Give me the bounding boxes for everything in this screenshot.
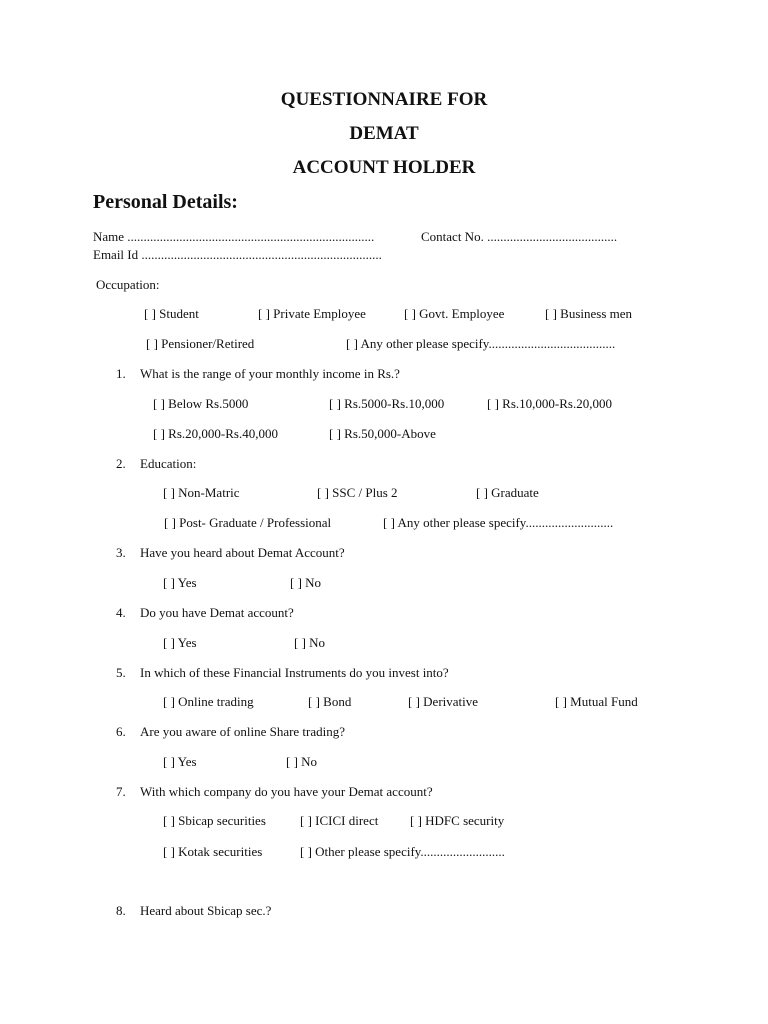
instrument-option-bond[interactable]: [ ] Bond bbox=[308, 694, 352, 709]
question-1-text: What is the range of your monthly income in Rs.? bbox=[140, 366, 400, 381]
education-option-non-matric[interactable]: [ ] Non-Matric bbox=[163, 485, 240, 500]
title-line-1: QUESTIONNAIRE FOR bbox=[280, 89, 488, 110]
occupation-option-other-specify[interactable]: [ ] Any other please specify....................................... bbox=[346, 336, 616, 351]
personal-details-heading: Personal Details: bbox=[93, 191, 238, 213]
question-5-number: 5. bbox=[116, 665, 126, 680]
question-4-option-no[interactable]: [ ] No bbox=[294, 635, 326, 650]
question-7-number: 7. bbox=[116, 784, 126, 799]
company-option-icici-direct[interactable]: [ ] ICICI direct bbox=[300, 813, 379, 828]
question-3-option-yes[interactable]: [ ] Yes bbox=[163, 575, 197, 590]
question-6-option-yes[interactable]: [ ] Yes bbox=[163, 754, 197, 769]
income-option-5000-10000[interactable]: [ ] Rs.5000-Rs.10,000 bbox=[329, 396, 445, 411]
email-field[interactable]: Email Id .......................................................................... bbox=[93, 247, 382, 262]
question-1-number: 1. bbox=[116, 366, 126, 381]
name-field[interactable]: Name ............................................................................ bbox=[93, 229, 375, 244]
income-option-below-5000[interactable]: [ ] Below Rs.5000 bbox=[153, 396, 249, 411]
education-option-ssc-plus-2[interactable]: [ ] SSC / Plus 2 bbox=[317, 485, 398, 500]
occupation-option-govt-employee[interactable]: [ ] Govt. Employee bbox=[404, 306, 505, 321]
company-option-other-specify[interactable]: [ ] Other please specify.......................... bbox=[300, 844, 505, 859]
question-3-option-no[interactable]: [ ] No bbox=[290, 575, 322, 590]
occupation-label: Occupation: bbox=[96, 277, 160, 292]
question-2-text: Education: bbox=[140, 456, 197, 471]
title-line-2: DEMAT bbox=[349, 123, 419, 144]
instrument-option-online-trading[interactable]: [ ] Online trading bbox=[163, 694, 254, 709]
question-4-option-yes[interactable]: [ ] Yes bbox=[163, 635, 197, 650]
income-option-20000-40000[interactable]: [ ] Rs.20,000-Rs.40,000 bbox=[153, 426, 278, 441]
company-option-sbicap-securities[interactable]: [ ] Sbicap securities bbox=[163, 813, 266, 828]
question-6-text: Are you aware of online Share trading? bbox=[140, 724, 346, 739]
question-8-number: 8. bbox=[116, 903, 126, 918]
question-7-text: With which company do you have your Demat account? bbox=[140, 784, 433, 799]
instrument-option-mutual-fund[interactable]: [ ] Mutual Fund bbox=[555, 694, 638, 709]
company-option-kotak-securities[interactable]: [ ] Kotak securities bbox=[163, 844, 263, 859]
question-4-text: Do you have Demat account? bbox=[140, 605, 294, 620]
company-option-hdfc-security[interactable]: [ ] HDFC security bbox=[410, 813, 505, 828]
income-option-50000-above[interactable]: [ ] Rs.50,000-Above bbox=[329, 426, 436, 441]
occupation-option-pensioner-retired[interactable]: [ ] Pensioner/Retired bbox=[146, 336, 255, 351]
instrument-option-derivative[interactable]: [ ] Derivative bbox=[408, 694, 479, 709]
question-6-number: 6. bbox=[116, 724, 126, 739]
education-option-graduate[interactable]: [ ] Graduate bbox=[476, 485, 539, 500]
question-5-text: In which of these Financial Instruments do you invest into? bbox=[140, 665, 449, 680]
income-option-10000-20000[interactable]: [ ] Rs.10,000-Rs.20,000 bbox=[487, 396, 612, 411]
question-3-number: 3. bbox=[116, 545, 126, 560]
question-8-text: Heard about Sbicap sec.? bbox=[140, 903, 272, 918]
question-4-number: 4. bbox=[116, 605, 126, 620]
occupation-option-student[interactable]: [ ] Student bbox=[144, 306, 199, 321]
occupation-option-private-employee[interactable]: [ ] Private Employee bbox=[258, 306, 366, 321]
education-option-other-specify[interactable]: [ ] Any other please specify........................... bbox=[383, 515, 614, 530]
education-option-post-graduate[interactable]: [ ] Post- Graduate / Professional bbox=[164, 515, 332, 530]
question-2-number: 2. bbox=[116, 456, 126, 471]
contact-field[interactable]: Contact No. ........................................ bbox=[421, 229, 618, 244]
title-line-3: ACCOUNT HOLDER bbox=[292, 157, 476, 178]
question-3-text: Have you heard about Demat Account? bbox=[140, 545, 345, 560]
occupation-option-business-men[interactable]: [ ] Business men bbox=[545, 306, 633, 321]
question-6-option-no[interactable]: [ ] No bbox=[286, 754, 318, 769]
